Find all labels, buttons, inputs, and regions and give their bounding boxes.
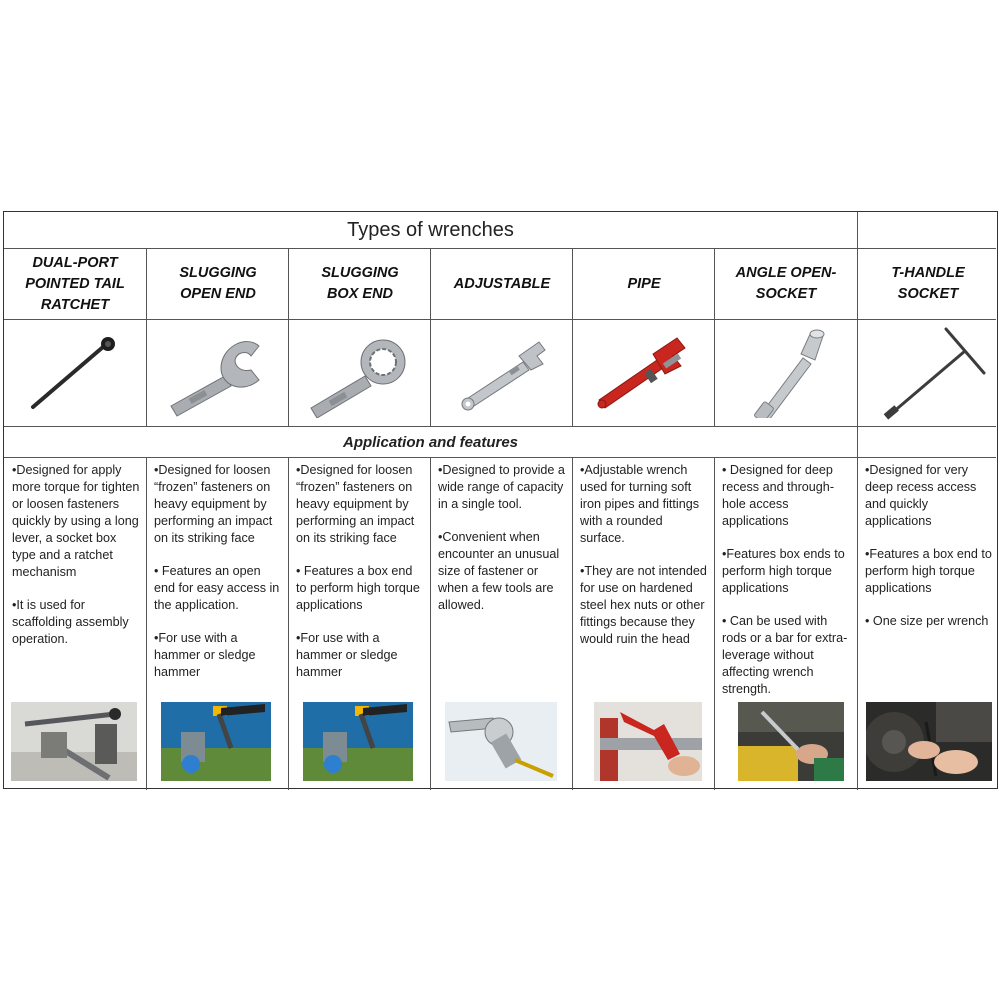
grid-line (4, 457, 996, 458)
tool-cell (4, 320, 146, 426)
column-header-angle-open-socket: ANGLE OPEN- SOCKET (735, 265, 837, 302)
feature-text: •Designed for loosen “frozen” fasteners on heavy equipment by performing an impact on its striking face (296, 463, 415, 545)
feature-text: • Features a box end to perform high torque applications (296, 564, 420, 612)
slugging-open-end-wrench-icon (163, 328, 273, 418)
feature-text: •Features a box end to perform high torque applications (865, 547, 992, 595)
application-photo-ratchet (11, 702, 137, 781)
features-pipe (572, 462, 708, 664)
column-header-t-handle-socket: T-HANDLE SOCKET (891, 265, 965, 302)
column-header-adjustable: ADJUSTABLE (453, 275, 551, 292)
ratchet-wrench-icon (25, 333, 125, 413)
column-header-slugging-box-end: SLUGGING BOX END (321, 265, 399, 302)
features-dual-port-ratchet (4, 462, 140, 664)
column-header-dual-port-ratchet: DUAL-PORT POINTED TAIL RATCHET (25, 254, 125, 313)
features-slugging-box-end (288, 462, 424, 697)
application-photo-pipe (594, 702, 720, 781)
feature-text: •For use with a hammer or sledge hammer (154, 631, 256, 679)
feature-text: • Features an open end for easy access in the application. (154, 564, 280, 612)
feature-text: • Can be used with rods or a bar for extra-leverage without affecting wrench strength. (722, 614, 848, 696)
section-label: Application and features (342, 433, 519, 451)
feature-text: •Designed for very deep recess access and quickly applications (865, 463, 977, 528)
feature-text: •Designed for apply more torque for tighten or loosen fasteners quickly by using a long lever, a socket box type and a ratchet mechanism (12, 463, 140, 579)
application-photo-slugging-open-end (161, 702, 287, 781)
feature-text: •Designed for loosen “frozen” fasteners on heavy equipment by performing an impact on its striking face (154, 463, 273, 545)
angle-socket-wrench-icon (731, 328, 841, 418)
adjustable-wrench-icon (447, 328, 557, 418)
feature-text: •It is used for scaffolding assembly operation. (12, 598, 129, 646)
feature-text: • One size per wrench (865, 614, 989, 628)
column-header-pipe: PIPE (627, 275, 661, 292)
feature-text: • Designed for deep recess and through-hole access applications (722, 463, 835, 528)
application-photo-adjustable (445, 702, 571, 781)
tool-cell (289, 320, 431, 426)
feature-text: •For use with a hammer or sledge hammer (296, 631, 398, 679)
feature-text: •Adjustable wrench used for turning soft iron pipes and fittings with a rounded surface. (580, 463, 700, 545)
features-t-handle-socket (857, 462, 993, 646)
application-photo-t-handle (866, 702, 992, 781)
application-photo-slugging-box-end (303, 702, 429, 781)
table-title: Types of wrenches (347, 218, 514, 241)
feature-text: •Convenient when encounter an unusual size of fastener or when a few tools are allowed. (438, 530, 560, 612)
application-photo-angle-socket (738, 702, 864, 781)
features-angle-open-socket (714, 462, 850, 714)
tool-cell (857, 320, 999, 426)
pipe-wrench-icon (589, 328, 699, 418)
feature-text: •Designed to provide a wide range of capacity in a single tool. (438, 463, 565, 511)
tool-cell (147, 320, 289, 426)
t-handle-socket-icon (868, 325, 988, 421)
tool-cell (431, 320, 573, 426)
feature-text: •Features box ends to perform high torque applications (722, 547, 845, 595)
tool-cell (715, 320, 857, 426)
features-adjustable (430, 462, 566, 630)
feature-text: •They are not intended for use on hardened steel hex nuts or other fittings because they would ruin the head (580, 564, 707, 646)
tool-cell (573, 320, 715, 426)
features-slugging-open-end (146, 462, 282, 697)
column-header-slugging-open-end: SLUGGING OPEN END (179, 265, 257, 302)
wrench-types-table (3, 211, 998, 789)
slugging-box-end-wrench-icon (305, 328, 415, 418)
